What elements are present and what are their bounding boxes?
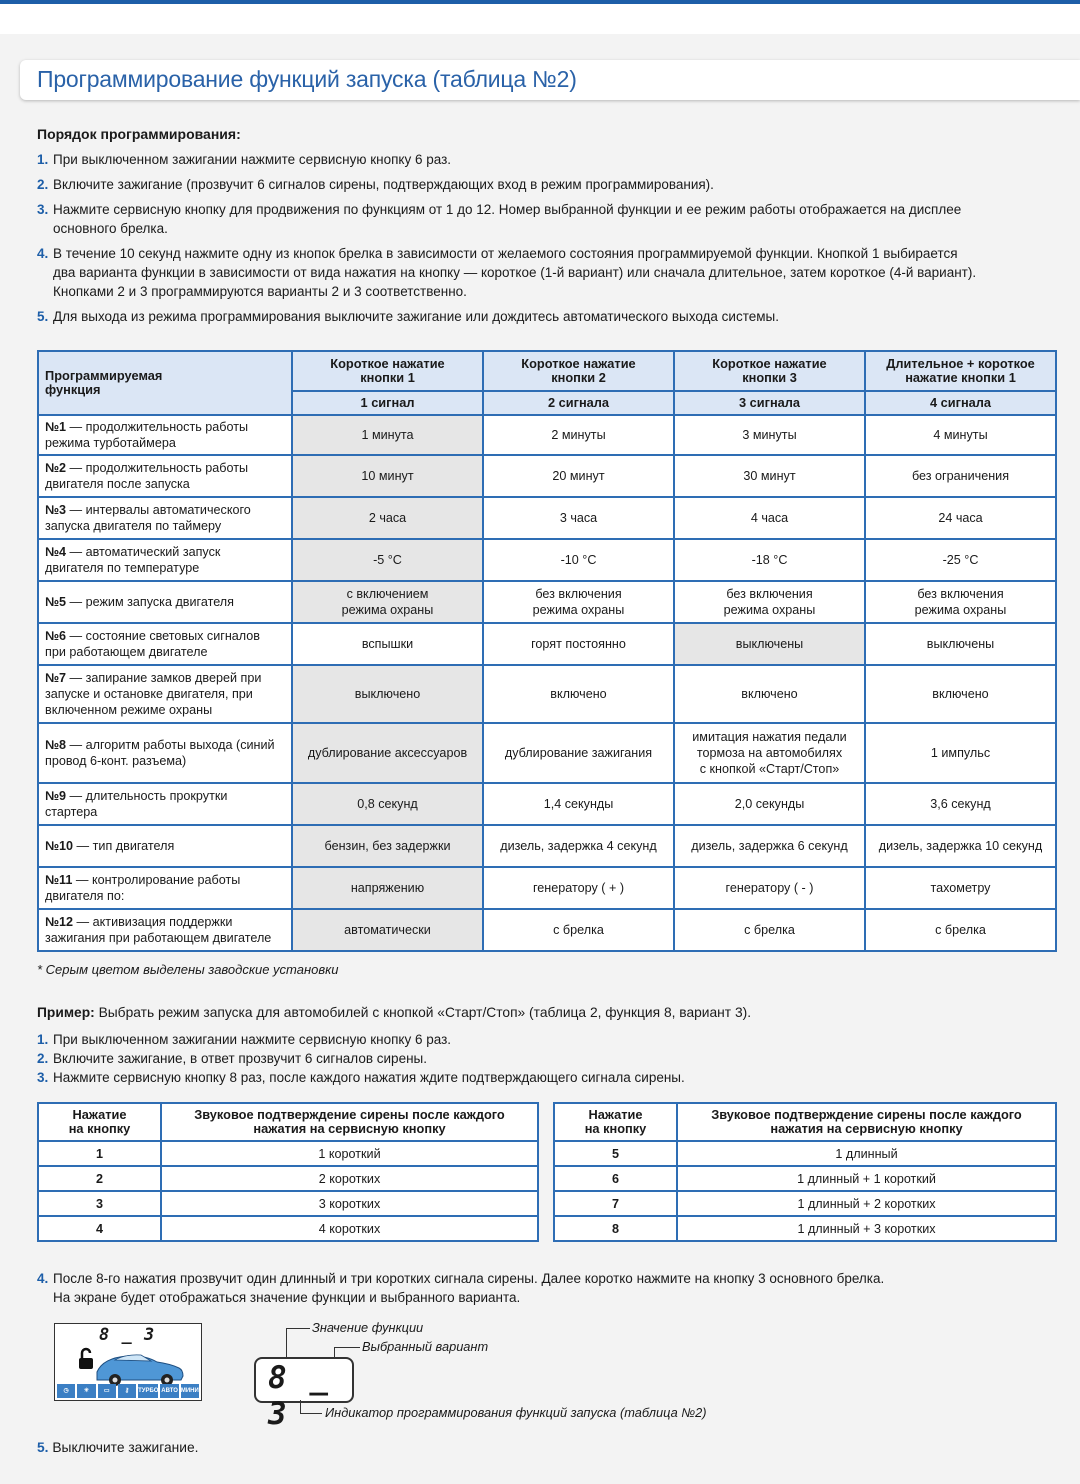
function-cell: №8 — алгоритм работы выхода (синий провод 6-конт. разъема)	[38, 723, 292, 783]
function-cell: №6 — состояние световых сигналов при работающем двигателе	[38, 623, 292, 665]
step-number: 4.	[37, 1271, 49, 1286]
page-title: Программирование функций запуска (таблица №2)	[37, 66, 577, 92]
value-cell: 1 минута	[292, 415, 483, 455]
order-step-3	[37, 200, 1047, 238]
value-cell: тахометру	[865, 867, 1056, 909]
table-row	[38, 825, 1056, 867]
value-cell: генератору ( + )	[483, 867, 674, 909]
value-cell: включено	[674, 665, 865, 723]
value-cell: выключены	[865, 623, 1056, 665]
label-function-value: Значение функции	[312, 1320, 424, 1335]
value-cell: 24 часа	[865, 497, 1056, 539]
value-cell: выключено	[292, 665, 483, 723]
display-closeup	[254, 1357, 354, 1432]
order-step-1	[37, 150, 1047, 169]
header-signal-1: 1 сигнал	[292, 391, 483, 415]
function-cell: №1 — продолжительность работы режима турботаймера	[38, 415, 292, 455]
value-cell: 1 импульс	[865, 723, 1056, 783]
value-cell: бензин, без задержки	[292, 825, 483, 867]
step-text: При выключенном зажигании нажмите сервисную кнопку 6 раз.	[53, 152, 452, 167]
sun-icon: ☀	[77, 1384, 95, 1398]
order-step-4	[37, 244, 1047, 301]
step-4	[37, 1269, 1047, 1307]
step-text: Включите зажигание (прозвучит 6 сигналов сирены, подтверждающих вход в режим программирования).	[53, 177, 714, 192]
press-value: 3 коротких	[161, 1191, 538, 1216]
value-cell: включено	[483, 665, 674, 723]
step-number: 3.	[37, 202, 49, 217]
leader-line-indicator-h	[300, 1413, 322, 1414]
function-number: №1	[45, 420, 67, 434]
press-header	[554, 1103, 1056, 1141]
table-row	[38, 783, 1056, 825]
table-row	[38, 415, 1056, 455]
value-cell: автоматически	[292, 909, 483, 951]
step-text: После 8-го нажатия прозвучит один длинный и три коротких сигнала сирены. Далее коротко нажмите на кнопку 3 основного брелка. На экране будет отображаться значение функции и выбранного варианта.	[53, 1271, 885, 1305]
press-key: 4	[38, 1216, 161, 1241]
function-cell: №11 — контролирование работы двигателя по:	[38, 867, 292, 909]
value-cell: без включения режима охраны	[483, 581, 674, 623]
example-step-3	[37, 1068, 1047, 1087]
example-step-2	[37, 1049, 1047, 1068]
value-cell: -5 °С	[292, 539, 483, 581]
header-row-buttons	[38, 351, 1056, 391]
car-icon: ▭	[98, 1384, 116, 1398]
value-cell: дизель, задержка 10 секунд	[865, 825, 1056, 867]
step-number: 2.	[37, 177, 49, 192]
value-cell: имитация нажатия педали тормоза на автомобилях с кнопкой «Старт/Стоп»	[674, 723, 865, 783]
function-number: №3	[45, 503, 67, 517]
label-indicator: Индикатор программирования функций запуска (таблица №2)	[325, 1405, 707, 1420]
value-cell: без включения режима охраны	[674, 581, 865, 623]
order-step-5	[37, 307, 1047, 326]
press-row	[554, 1141, 1056, 1166]
value-cell: 3,6 секунд	[865, 783, 1056, 825]
press-value: 1 длинный + 1 короткий	[677, 1166, 1056, 1191]
value-cell: выключены	[674, 623, 865, 665]
press-row	[554, 1166, 1056, 1191]
example-steps	[37, 1030, 1047, 1087]
value-cell: с брелка	[865, 909, 1056, 951]
table-row	[38, 497, 1056, 539]
value-cell: с включением режима охраны	[292, 581, 483, 623]
step-number: 1.	[37, 152, 49, 167]
function-cell: №4 — автоматический запуск двигателя по температуре	[38, 539, 292, 581]
function-number: №7	[45, 671, 67, 685]
keyfob-lcd	[54, 1323, 202, 1401]
function-cell: №10 — тип двигателя	[38, 825, 292, 867]
label-selected-variant: Выбранный вариант	[362, 1339, 489, 1354]
value-cell: 2,0 секунды	[674, 783, 865, 825]
value-cell: генератору ( - )	[674, 867, 865, 909]
lcd-icon-bar	[57, 1384, 199, 1398]
lcd-digits: 8 _ 3	[99, 1325, 156, 1345]
header-signal-2: 2 сигнала	[483, 391, 674, 415]
function-number: №12	[45, 915, 74, 929]
press-header-value: Звуковое подтверждение сирены после каждого нажатия на сервисную кнопку	[161, 1103, 538, 1141]
example-intro	[37, 1005, 751, 1020]
press-value: 1 короткий	[161, 1141, 538, 1166]
function-cell: №12 — активизация поддержки зажигания при работающем двигателе	[38, 909, 292, 951]
value-cell: 30 минут	[674, 455, 865, 497]
header-variant-4: Длительное + короткое нажатие кнопки 1	[865, 351, 1056, 391]
order-heading: Порядок программирования:	[37, 126, 241, 142]
function-number: №6	[45, 629, 67, 643]
header-variant-2: Короткое нажатие кнопки 2	[483, 351, 674, 391]
step-text: В течение 10 секунд нажмите одну из кнопок брелка в зависимости от желаемого состояния программируемой функции. Кнопкой 1 выбирается два варианта функции в зависимости от вида нажатия на кнопку — короткое (1-й вариант) или сначала длительное, затем короткое (4-й вариант). Кнопками 2 и 3 программируются варианты 2 и 3 соответственно.	[53, 246, 977, 299]
function-cell: №5 — режим запуска двигателя	[38, 581, 292, 623]
step-5-number: 5.	[37, 1440, 49, 1455]
value-cell: без включения режима охраны	[865, 581, 1056, 623]
press-table-right	[553, 1102, 1057, 1242]
value-cell: 3 часа	[483, 497, 674, 539]
leader-line-function-h	[286, 1328, 310, 1329]
header-variant-3: Короткое нажатие кнопки 3	[674, 351, 865, 391]
function-cell: №3 — интервалы автоматического запуска двигателя по таймеру	[38, 497, 292, 539]
order-step-2	[37, 175, 1047, 194]
function-number: №10	[45, 839, 74, 853]
function-cell: №7 — запирание замков дверей при запуске и остановке двигателя, при включенном режиме охраны	[38, 665, 292, 723]
step-number: 5.	[37, 309, 49, 324]
step-text: Для выхода из режима программирования выключите зажигание или дождитесь автоматического выхода системы.	[53, 309, 779, 324]
step-number: 3.	[37, 1070, 49, 1085]
header-signal-3: 3 сигнала	[674, 391, 865, 415]
value-cell: 3 минуты	[674, 415, 865, 455]
press-row	[38, 1141, 538, 1166]
leader-line-function-v	[286, 1328, 287, 1358]
function-number: №9	[45, 789, 67, 803]
example-label: Пример:	[37, 1005, 95, 1020]
value-cell: напряжению	[292, 867, 483, 909]
function-number: №8	[45, 738, 67, 752]
table-row	[38, 867, 1056, 909]
step-text: Включите зажигание, в ответ прозвучит 6 сигналов сирены.	[53, 1051, 427, 1066]
value-cell: 10 минут	[292, 455, 483, 497]
press-header-key: Нажатие на кнопку	[38, 1103, 161, 1141]
value-cell: 2 минуты	[483, 415, 674, 455]
leader-line-indicator-v	[300, 1400, 301, 1413]
press-value: 4 коротких	[161, 1216, 538, 1241]
leader-line-variant-h	[334, 1347, 360, 1348]
press-value: 1 длинный + 2 коротких	[677, 1191, 1056, 1216]
value-cell: 2 часа	[292, 497, 483, 539]
press-row	[38, 1216, 538, 1241]
press-header-value: Звуковое подтверждение сирены после каждого нажатия на сервисную кнопку	[677, 1103, 1056, 1141]
header-signal-4: 4 сигнала	[865, 391, 1056, 415]
function-cell: №9 — длительность прокрутки стартера	[38, 783, 292, 825]
table-row	[38, 581, 1056, 623]
table-row	[38, 909, 1056, 951]
clock-icon: ◷	[57, 1384, 75, 1398]
press-key: 6	[554, 1166, 677, 1191]
value-cell: без ограничения	[865, 455, 1056, 497]
display-digits: 8 _ 3	[268, 1360, 330, 1432]
function-cell: №2 — продолжительность работы двигателя после запуска	[38, 455, 292, 497]
table-row	[38, 665, 1056, 723]
value-cell: включено	[865, 665, 1056, 723]
value-cell: дублирование зажигания	[483, 723, 674, 783]
step-number: 4.	[37, 246, 49, 261]
press-key: 8	[554, 1216, 677, 1241]
value-cell: дизель, задержка 4 секунд	[483, 825, 674, 867]
table-row	[38, 539, 1056, 581]
value-cell: 0,8 секунд	[292, 783, 483, 825]
value-cell: 4 часа	[674, 497, 865, 539]
header-function: Программируемая функция	[38, 351, 292, 415]
order-steps	[37, 150, 1047, 332]
value-cell: 20 минут	[483, 455, 674, 497]
press-row	[554, 1191, 1056, 1216]
press-row	[38, 1191, 538, 1216]
value-cell: 1,4 секунды	[483, 783, 674, 825]
press-value: 1 длинный + 3 коротких	[677, 1216, 1056, 1241]
title-banner	[20, 60, 1080, 100]
press-value: 2 коротких	[161, 1166, 538, 1191]
leader-line-variant-v	[334, 1347, 335, 1358]
functions-table	[37, 350, 1057, 952]
step-number: 1.	[37, 1032, 49, 1047]
step-text: При выключенном зажигании нажмите сервисную кнопку 6 раз.	[53, 1032, 452, 1047]
value-cell: дизель, задержка 6 секунд	[674, 825, 865, 867]
table-row	[38, 723, 1056, 783]
press-key: 1	[38, 1141, 161, 1166]
lcd-mode-ТУРБО: ТУРБО	[138, 1384, 158, 1398]
press-value: 1 длинный	[677, 1141, 1056, 1166]
value-cell: дублирование аксессуаров	[292, 723, 483, 783]
top-strip	[0, 4, 1080, 34]
step-5-text: Выключите зажигание.	[52, 1440, 199, 1455]
step-text: Нажмите сервисную кнопку для продвижения по функциям от 1 до 12. Номер выбранной функции и ее режим работы отображается на дисплее основного брелка.	[53, 202, 962, 236]
lcd-mode-МИНИ: МИНИ	[181, 1384, 199, 1398]
function-number: №4	[45, 545, 67, 559]
value-cell: -18 °С	[674, 539, 865, 581]
header-variant-1: Короткое нажатие кнопки 1	[292, 351, 483, 391]
press-header	[38, 1103, 538, 1141]
function-number: №2	[45, 461, 67, 475]
factory-settings-note: * Серым цветом выделены заводские установки	[37, 962, 339, 977]
press-row	[554, 1216, 1056, 1241]
press-key: 7	[554, 1191, 677, 1216]
lcd-mode-АВТО: АВТО	[160, 1384, 178, 1398]
press-table-left	[37, 1102, 539, 1242]
value-cell: с брелка	[674, 909, 865, 951]
function-number: №11	[45, 873, 73, 887]
press-key: 3	[38, 1191, 161, 1216]
table-row	[38, 455, 1056, 497]
example-step-1	[37, 1030, 1047, 1049]
value-cell: -10 °С	[483, 539, 674, 581]
example-text: Выбрать режим запуска для автомобилей с кнопкой «Старт/Стоп» (таблица 2, функция 8, вариант 3).	[94, 1005, 752, 1020]
press-key: 5	[554, 1141, 677, 1166]
value-cell: с брелка	[483, 909, 674, 951]
press-row	[38, 1166, 538, 1191]
value-cell: -25 °С	[865, 539, 1056, 581]
step-5	[37, 1440, 199, 1455]
key-icon: ⚷	[118, 1384, 136, 1398]
step-4-row	[37, 1269, 1047, 1307]
value-cell: горят постоянно	[483, 623, 674, 665]
function-number: №5	[45, 595, 67, 609]
table-row	[38, 623, 1056, 665]
value-cell: вспышки	[292, 623, 483, 665]
step-number: 2.	[37, 1051, 49, 1066]
step-text: Нажмите сервисную кнопку 8 раз, после каждого нажатия ждите подтверждающего сигнала сирены.	[53, 1070, 685, 1085]
value-cell: 4 минуты	[865, 415, 1056, 455]
press-key: 2	[38, 1166, 161, 1191]
press-header-key: Нажатие на кнопку	[554, 1103, 677, 1141]
